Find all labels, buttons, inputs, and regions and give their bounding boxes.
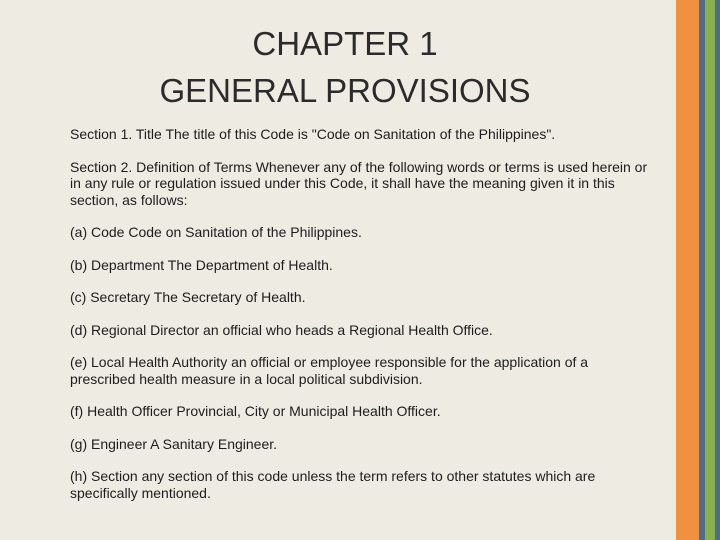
definition-c: (c) Secretary The Secretary of Health. xyxy=(70,289,306,305)
section-2-paragraph: Section 2. Definition of Terms Whenever any of the following words or terms is used herein or in any rule or regulation issued under this Code, it shall have the meaning given it in this section, as follows: xyxy=(70,158,648,208)
chapter-subtitle: GENERAL PROVISIONS xyxy=(159,72,531,109)
section-1-paragraph: Section 1. Title The title of this Code is "Code on Sanitation of the Philippines". xyxy=(70,126,556,142)
body-text xyxy=(70,126,650,517)
definition-f: (f) Health Officer Provincial, City or Municipal Health Officer. xyxy=(70,403,441,419)
decorative-stripe-orange xyxy=(676,0,699,540)
definition-a: (a) Code Code on Sanitation of the Philippines. xyxy=(70,224,362,240)
chapter-title: CHAPTER 1 xyxy=(252,25,438,62)
decorative-stripe-green xyxy=(705,0,715,540)
definition-h: (h) Section any section of this code unless the term refers to other statutes which are specifically mentioned. xyxy=(70,468,596,501)
definition-e: (e) Local Health Authority an official or employee responsible for the application of a prescribed health measure in a local political subdivision. xyxy=(70,354,589,387)
definition-d: (d) Regional Director an official who heads a Regional Health Office. xyxy=(70,321,493,338)
decorative-stripe-blue-edge xyxy=(715,0,720,540)
definition-g: (g) Engineer A Sanitary Engineer. xyxy=(70,435,278,452)
definition-b: (b) Department The Department of Health. xyxy=(70,256,333,273)
